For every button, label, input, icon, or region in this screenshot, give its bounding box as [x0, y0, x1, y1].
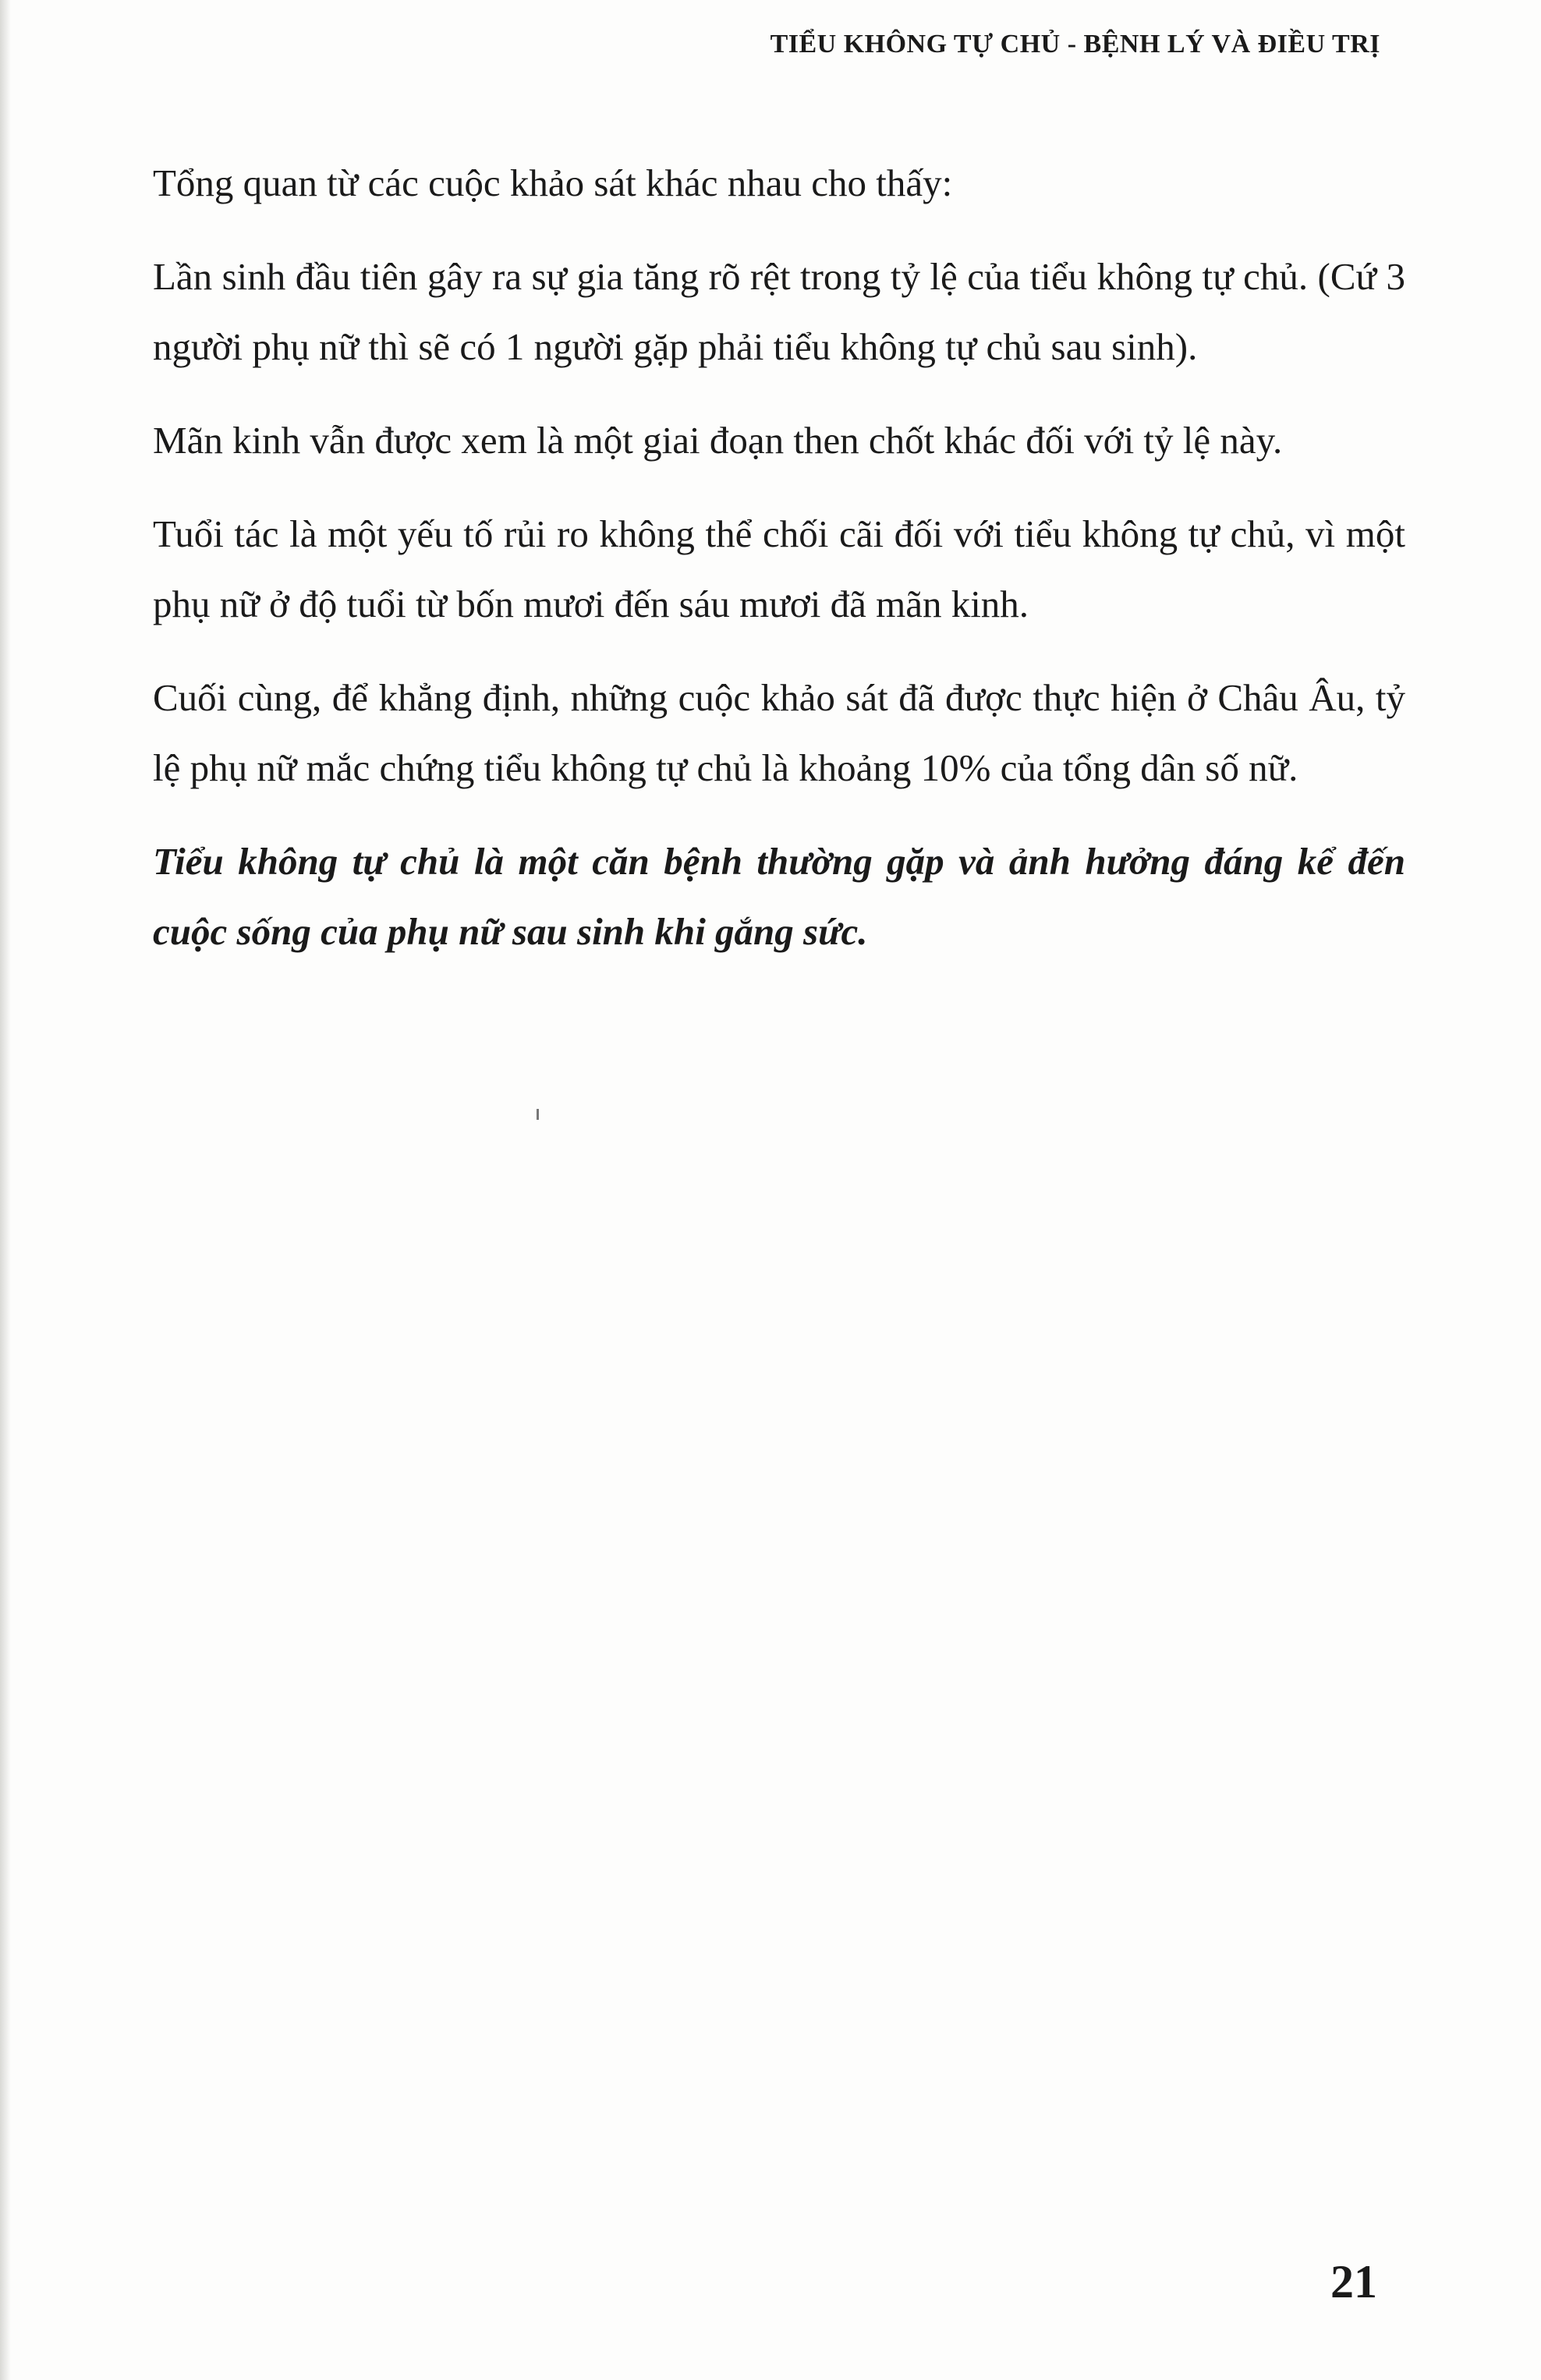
page-spine-shadow: [0, 0, 11, 2380]
paragraph-europe: Cuối cùng, để khẳng định, những cuộc khảo sát đã được thực hiện ở Châu Âu, tỷ lệ phụ nữ mắc chứng tiểu không tự chủ là khoảng 10% của tổng dân số nữ.: [153, 676, 1405, 789]
page-body: [153, 148, 1405, 990]
paragraph-menopause: Mãn kinh vẫn được xem là một giai đoạn then chốt khác đối với tỷ lệ này.: [153, 419, 1283, 462]
running-header: TIỂU KHÔNG TỰ CHỦ - BỆNH LÝ VÀ ĐIỀU TRỊ: [770, 30, 1380, 58]
paragraph-conclusion: Tiểu không tự chủ là một căn bệnh thường gặp và ảnh hưởng đáng kể đến cuộc sống của phụ nữ sau sinh khi gắng sức.: [153, 840, 1405, 953]
paragraph-first-birth: Lần sinh đầu tiên gây ra sự gia tăng rõ rệt trong tỷ lệ của tiểu không tự chủ. (Cứ 3 người phụ nữ thì sẽ có 1 người gặp phải tiểu không tự chủ sau sinh).: [153, 255, 1405, 368]
scan-speck: [537, 1109, 539, 1120]
paragraph-age: Tuổi tác là một yếu tố rủi ro không thể chối cãi đối với tiểu không tự chủ, vì một phụ nữ ở độ tuổi từ bốn mươi đến sáu mươi đã mãn kinh.: [153, 512, 1405, 625]
paragraph-intro: Tổng quan từ các cuộc khảo sát khác nhau cho thấy:: [153, 161, 953, 204]
page-number: 21: [1330, 2256, 1377, 2307]
